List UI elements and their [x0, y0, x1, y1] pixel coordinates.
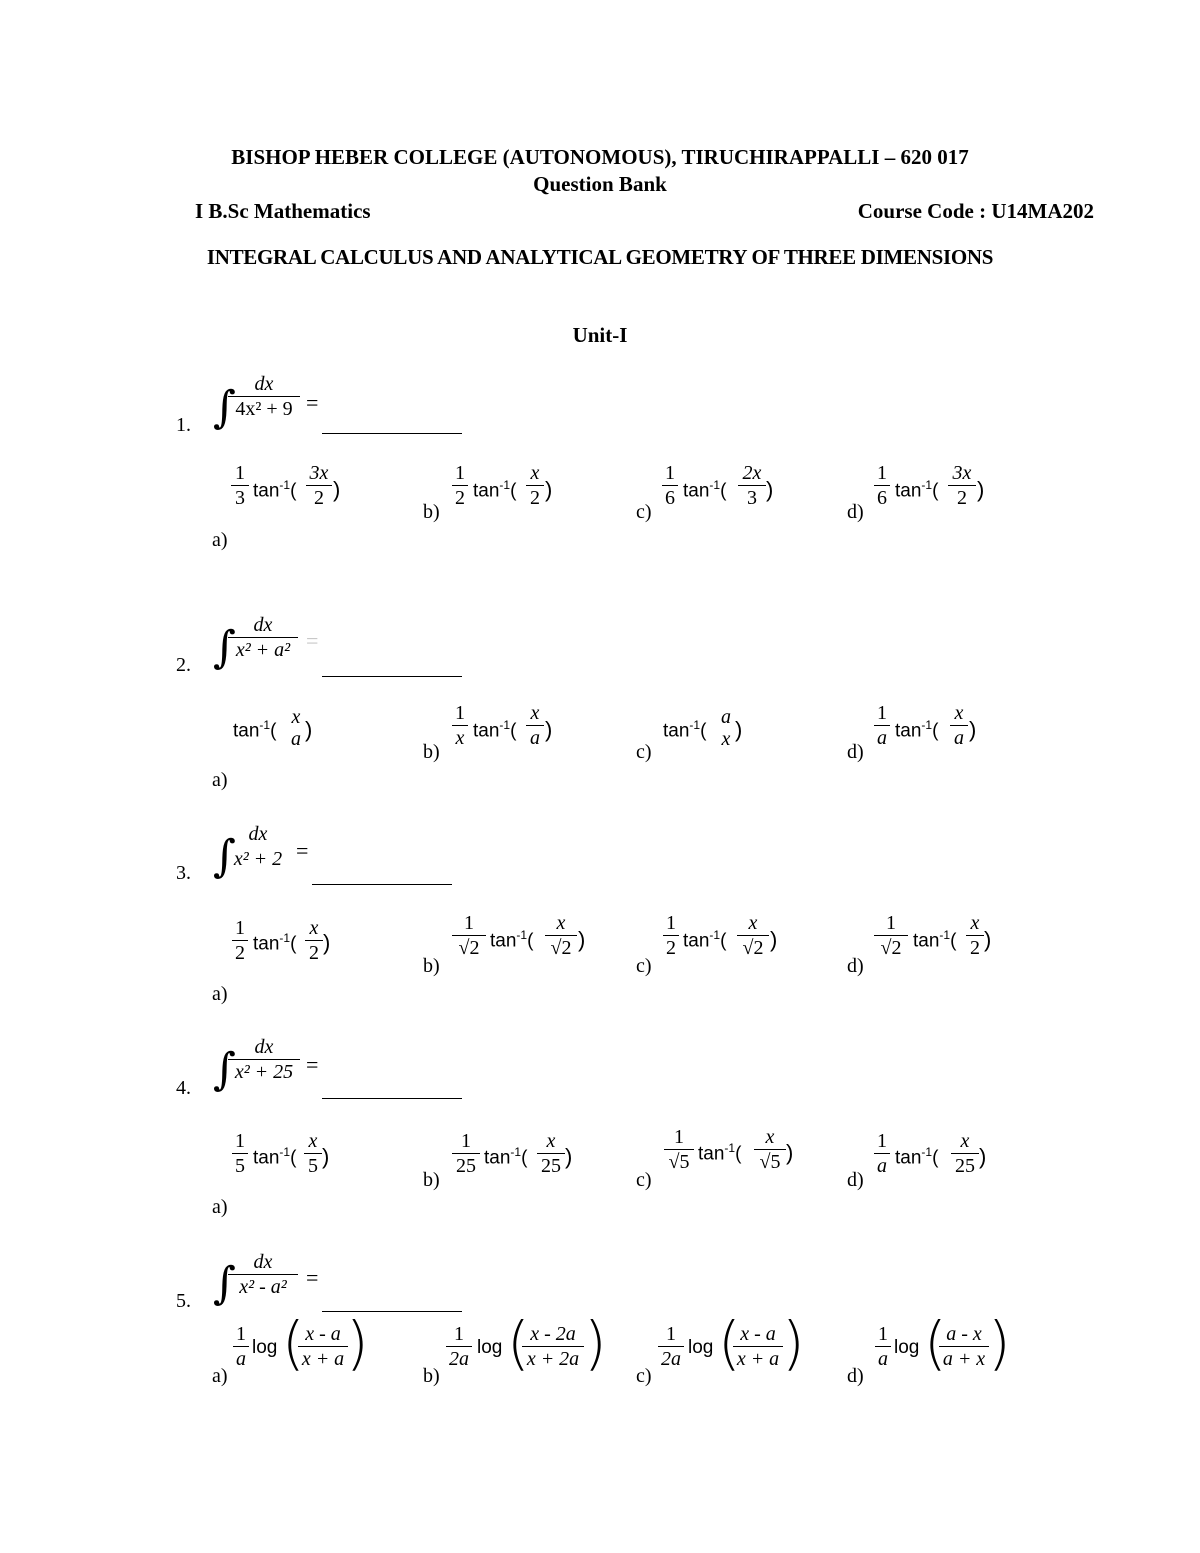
option-b-argument: x a	[526, 703, 544, 748]
close-paren: )	[545, 477, 553, 502]
integrand-fraction: dx x² + 25	[228, 1037, 300, 1082]
option-c-function: $\tan^{-1}$(	[663, 718, 707, 742]
option-c-label: c)	[636, 955, 652, 977]
option-a-coefficient: 1 3	[231, 463, 249, 508]
option-d-label: d)	[847, 1169, 864, 1191]
option-a-label: a)	[212, 983, 228, 1005]
question-number: 4.	[176, 1077, 191, 1099]
option-c-function: $\tan^{-1}$(	[698, 1141, 742, 1165]
document-type: Question Bank	[533, 172, 667, 196]
option-d-coefficient: 1 a	[874, 1131, 890, 1176]
close-paren: )	[770, 927, 778, 952]
close-paren: )	[584, 1309, 607, 1377]
option-b-argument: x 25	[537, 1131, 565, 1176]
option-c-function: log	[688, 1337, 714, 1358]
integral-sign: ∫	[213, 831, 236, 882]
option-d-label: d)	[847, 1365, 864, 1387]
question-number: 5.	[176, 1290, 191, 1312]
close-paren: )	[323, 930, 331, 955]
option-b-argument: x - 2a x + 2a	[522, 1324, 584, 1369]
option-a-argument: 3x 2	[306, 463, 332, 508]
option-b-function: log	[477, 1337, 503, 1358]
close-paren: )	[977, 477, 985, 502]
option-a-coefficient: 1 a	[233, 1324, 249, 1369]
equals-sign: =	[306, 1052, 319, 1077]
answer-blank	[322, 1098, 462, 1099]
close-paren: )	[346, 1309, 369, 1377]
option-a-argument: x 2	[305, 918, 323, 963]
option-d-argument: a - x a + x	[939, 1324, 989, 1369]
course-code: Course Code : U14MA202	[857, 199, 1094, 223]
option-b-label: b)	[423, 955, 440, 977]
option-a-coefficient: 1 2	[232, 918, 248, 963]
answer-blank	[322, 433, 462, 434]
equals-sign: =	[306, 628, 319, 653]
option-c-coefficient: 1 6	[662, 463, 678, 508]
option-b-label: b)	[423, 1169, 440, 1191]
class-name: I B.Sc Mathematics	[195, 199, 371, 223]
option-a-label: a)	[212, 1365, 228, 1387]
close-paren: )	[979, 1144, 987, 1169]
option-b-function: $\tan^{-1}$(	[473, 718, 517, 742]
option-b-coefficient: 1 25	[452, 1131, 480, 1176]
integral-sign: ∫	[213, 622, 236, 673]
option-d-coefficient: 1 √2	[874, 913, 908, 958]
option-c-label: c)	[636, 741, 652, 763]
close-paren: )	[578, 927, 586, 952]
option-d-argument: x 2	[966, 913, 984, 958]
option-b-argument: x 2	[526, 463, 544, 508]
option-a-argument: x - a x + a	[298, 1324, 348, 1369]
option-b-function: $\tan^{-1}$(	[484, 1145, 528, 1169]
option-d-argument: x a	[950, 703, 968, 748]
option-a-label: a)	[212, 769, 228, 791]
option-b-label: b)	[423, 1365, 440, 1387]
equals-sign: =	[296, 838, 309, 863]
close-paren: )	[766, 477, 774, 502]
option-a-argument: x 5	[304, 1131, 322, 1176]
close-paren: )	[984, 927, 992, 952]
option-b-argument: x √2	[545, 913, 577, 958]
answer-blank	[312, 884, 452, 885]
close-paren: )	[565, 1144, 573, 1169]
option-d-coefficient: 1 a	[874, 703, 890, 748]
option-d-label: d)	[847, 955, 864, 977]
question-number: 1.	[176, 414, 191, 436]
open-paren: (	[282, 1309, 305, 1377]
option-a-coefficient: 1 5	[232, 1131, 248, 1176]
equals-sign: =	[306, 1265, 319, 1290]
option-c-label: c)	[636, 1365, 652, 1387]
option-d-coefficient: 1 6	[874, 463, 890, 508]
option-b-function: $\tan^{-1}$(	[490, 928, 534, 952]
option-d-function: $\tan^{-1}$(	[895, 1145, 939, 1169]
option-d-function: $\tan^{-1}$(	[913, 928, 957, 952]
option-c-argument: x - a x + a	[733, 1324, 783, 1369]
option-b-coefficient: 1 2	[452, 463, 468, 508]
option-a-function: $\tan^{-1}$(	[253, 1145, 297, 1169]
option-d-function: $\tan^{-1}$(	[895, 718, 939, 742]
option-d-label: d)	[847, 741, 864, 763]
option-c-coefficient: 1 2a	[658, 1324, 684, 1369]
option-b-label: b)	[423, 741, 440, 763]
option-a-label: a)	[212, 1196, 228, 1218]
open-paren: (	[718, 1309, 741, 1377]
answer-blank	[322, 1311, 462, 1312]
close-paren: )	[333, 477, 341, 502]
close-paren: )	[322, 1144, 330, 1169]
option-d-argument: x 25	[951, 1131, 979, 1176]
close-paren: )	[988, 1309, 1011, 1377]
option-d-function: log	[894, 1337, 920, 1358]
option-a-function: $\tan^{-1}$(	[253, 478, 297, 502]
option-d-argument: 3x 2	[948, 463, 976, 508]
close-paren: )	[786, 1140, 794, 1165]
option-b-function: $\tan^{-1}$(	[473, 478, 517, 502]
integral-sign: ∫	[213, 1258, 236, 1309]
option-d-function: $\tan^{-1}$(	[895, 478, 939, 502]
close-paren: )	[782, 1309, 805, 1377]
option-c-argument: a x	[721, 706, 731, 750]
option-c-argument: x √2	[737, 913, 769, 958]
subject-title: INTEGRAL CALCULUS AND ANALYTICAL GEOMETRY OF THREE DIMENSIONS	[206, 245, 994, 269]
option-c-coefficient: 1 √5	[664, 1127, 694, 1172]
integral-sign: ∫	[213, 382, 236, 433]
option-a-function: log	[252, 1337, 278, 1358]
option-c-coefficient: 1 2	[663, 913, 679, 958]
option-b-coefficient: 1 x	[452, 703, 468, 748]
integral-sign: ∫	[213, 1044, 236, 1095]
integrand-fraction: dx 4x² + 9	[228, 374, 300, 419]
equals-sign: =	[306, 390, 319, 415]
option-c-label: c)	[636, 1169, 652, 1191]
open-paren: (	[924, 1309, 947, 1377]
option-c-argument: 2x 3	[738, 463, 766, 508]
open-paren: (	[507, 1309, 530, 1377]
close-paren: )	[969, 717, 977, 742]
option-c-function: $\tan^{-1}$(	[683, 928, 727, 952]
college-name: BISHOP HEBER COLLEGE (AUTONOMOUS), TIRUCHIRAPPALLI – 620 017	[231, 145, 969, 169]
close-paren: )	[305, 717, 313, 742]
integrand-fraction: dx x² + a²	[228, 615, 298, 660]
option-a-label: a)	[212, 529, 228, 551]
integrand-fraction: dx x² - a²	[228, 1252, 298, 1297]
close-paren: )	[735, 717, 743, 742]
answer-blank	[322, 676, 462, 677]
option-a-function: $\tan^{-1}$(	[253, 931, 297, 955]
option-d-coefficient: 1 a	[875, 1324, 891, 1369]
integrand-fraction: dx x² + 2	[233, 823, 283, 870]
option-b-coefficient: 1 2a	[446, 1324, 472, 1369]
option-d-label: d)	[847, 501, 864, 523]
close-paren: )	[545, 717, 553, 742]
question-number: 3.	[176, 862, 191, 884]
unit-title: Unit-I	[572, 323, 628, 347]
question-number: 2.	[176, 654, 191, 676]
option-a-function: $\tan^{-1}$(	[233, 718, 277, 742]
option-c-function: $\tan^{-1}$(	[683, 478, 727, 502]
option-c-argument: x √5	[754, 1127, 786, 1172]
option-a-argument: x a	[291, 706, 301, 750]
option-c-label: c)	[636, 501, 652, 523]
option-b-label: b)	[423, 501, 440, 523]
option-b-coefficient: 1 √2	[452, 913, 486, 958]
